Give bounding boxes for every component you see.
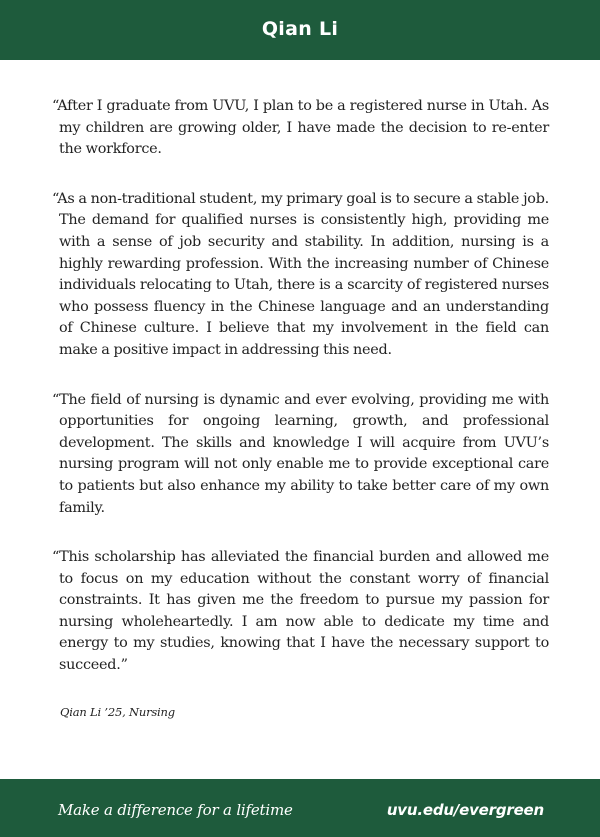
attribution: Qian Li ’25, Nursing bbox=[60, 704, 175, 719]
footer-url-link[interactable]: uvu.edu/evergreen bbox=[386, 801, 544, 819]
testimonial-content bbox=[52, 96, 549, 719]
page-title: Qian Li bbox=[261, 18, 339, 40]
footer-tagline: Make a difference for a lifetime bbox=[58, 801, 293, 819]
quote-paragraph: “As a non-traditional student, my primary goal is to secure a stable job. The demand for qualified nurses is consistently high, providing me with a sense of job security and stability. In addition, nursing is a highly rewarding profession. With the increasing number of Chinese individuals relocating to Utah, there is a scarcity of registered nurses who possess fluency in the Chinese language and an understanding of Chinese culture. I believe that my involvement in the field can make a positive impact in addressing this need. bbox=[52, 190, 549, 358]
quote-paragraph: “After I graduate from UVU, I plan to be a registered nurse in Utah. As my children are growing older, I have made the decision to re-enter the workforce. bbox=[52, 98, 549, 158]
quote-paragraph: “This scholarship has alleviated the financial burden and allowed me to focus on my education without the constant worry of financial constraints. It has given me the freedom to pursue my passion for nursing wholeheartedly. I am now able to dedicate my time and energy to my studies, knowing that I have the necessary support to succeed.” bbox=[52, 549, 549, 674]
footer-bar bbox=[0, 779, 600, 837]
quote-paragraph: “The field of nursing is dynamic and ever evolving, providing me with opportunities for ongoing learning, growth, and professional development. The skills and knowledge I will acquire from UVU’s nursing program will not only enable me to provide exceptional care to patients but also enhance my ability to take better care of my own family. bbox=[52, 391, 549, 516]
header-bar bbox=[0, 0, 600, 60]
